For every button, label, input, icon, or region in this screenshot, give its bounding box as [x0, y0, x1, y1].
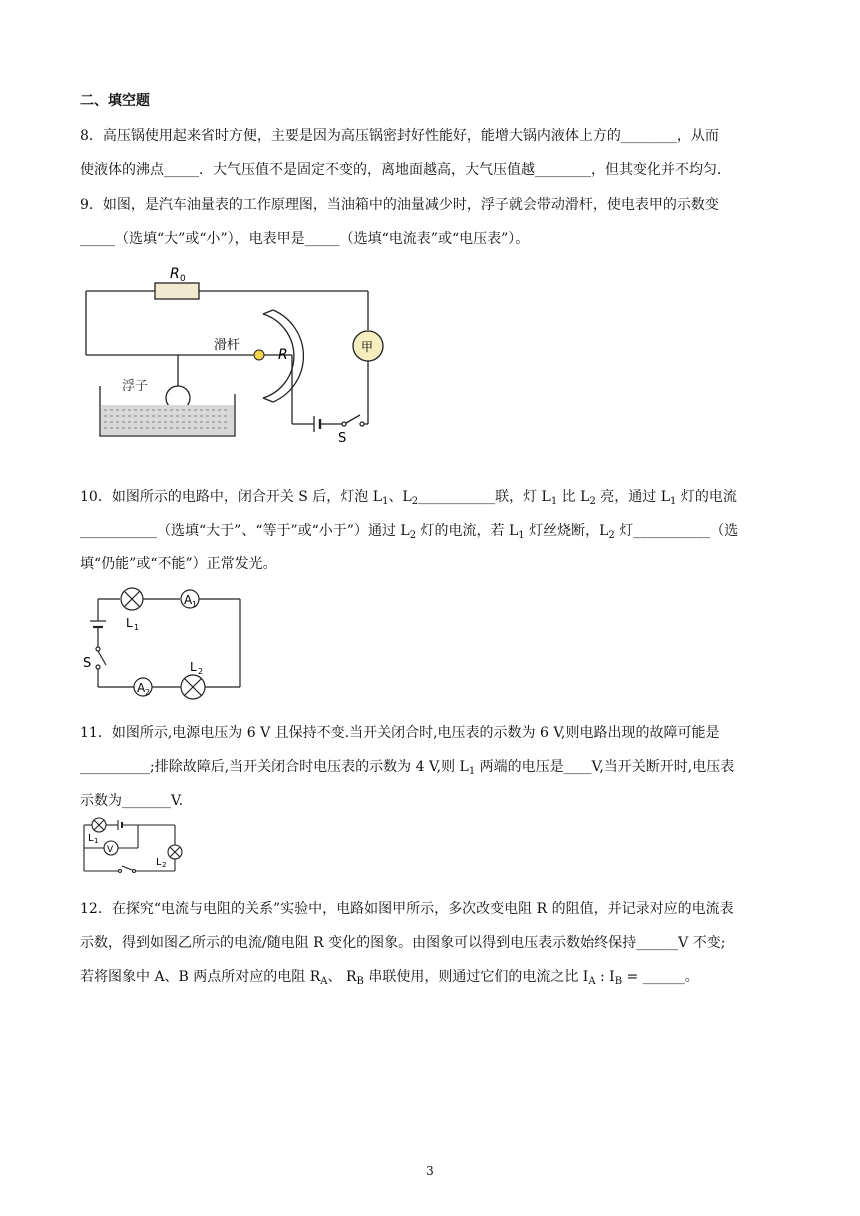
meter-label: 甲 — [361, 340, 374, 354]
q10-line-3: 填“仍能”或“不能”）正常发光。 — [80, 556, 277, 572]
q11-line-3: 示数为_______V. — [80, 793, 184, 809]
l2-label: L — [190, 660, 197, 674]
r0-label: R — [170, 266, 180, 282]
q10-line-2: ___________（选填“大于”、“等于”或“小于”）通过 $L_2$ 灯的电流，若 $L_1$ 灯丝烧断，$L_2$ 灯___________（选 — [80, 523, 739, 541]
l1-label: L — [88, 833, 94, 844]
q12-line-1: 12．在探究“电流与电阻的关系”实验中，电路如图甲所示，多次改变电阻 R 的阻值，并记录对应的电流表 — [80, 901, 734, 917]
l1-sub-label: 1 — [134, 623, 140, 632]
a1-label: A — [184, 593, 193, 607]
a2-sub-label: 2 — [145, 688, 151, 697]
q10-line-1: 10．如图所示的电路中，闭合开关 S 后，灯泡 $L_1$、$L_2\_\_\_\_\_\_\_\_\_\_\_$联，灯 $L_1$ 比 $L_2$ 亮，通过 $L_1$ 灯的电流 — [80, 489, 737, 507]
q12-line-2: 示数，得到如图乙所示的电流/随电阻 R 变化的图象。由图象可以得到电压表示数始终保持______V 不变; — [80, 935, 726, 951]
voltmeter-circuit-diagram — [80, 815, 190, 881]
voltmeter-label: V — [107, 845, 114, 855]
l1-sub-label: 1 — [94, 837, 99, 845]
page-number: 3 — [426, 1164, 434, 1178]
r0-sub-label: 0 — [180, 274, 186, 284]
q11-line-2: __________;排除故障后,当开关闭合时电压表的示数为 4 V,则 $L_1$ 两端的电压是____V,当开关断开时,电压表 — [80, 759, 735, 777]
switch-s-label: S — [83, 656, 92, 671]
q12-line-3: 若将图象中 A、B 两点所对应的电阻 $R_A$、 $R_B$ 串联使用，则通过它们的电流之比 $I_A$ : $I_B$ = ______。 — [80, 969, 699, 987]
r-label: R — [278, 347, 288, 363]
l2-sub-label: 2 — [162, 861, 167, 869]
section-title: 二、填空题 — [80, 93, 150, 109]
q11-line-1: 11．如图所示,电源电压为 6 V 且保持不变.当开关闭合时,电压表的示数为 6 V,则电路出现的故障可能是 — [80, 725, 720, 741]
switch-label: S — [338, 431, 347, 446]
series-circuit-diagram — [80, 585, 250, 705]
l2-sub-label: 2 — [198, 667, 204, 676]
l2-label: L — [156, 857, 162, 868]
slider-label: 滑杆 — [214, 338, 241, 353]
q8-line-1: 8．高压锅使用起来省时方便，主要是因为高压锅密封好性能好，能增大锅内液体上方的________，从而 — [80, 128, 719, 144]
q8-line-2: 使液体的沸点_____．大气压值不是固定不变的，离地面越高，大气压值越________，但其变化并不均匀． — [80, 162, 731, 178]
q9-line-2: _____（选填“大”或“小”），电表甲是_____（选填“电流表”或“电压表”）。 — [80, 231, 530, 247]
fuel-gauge-circuit-diagram — [80, 258, 400, 448]
a1-sub-label: 1 — [192, 600, 198, 609]
l1-label: L — [126, 616, 133, 630]
float-label: 浮子 — [122, 379, 149, 394]
a2-label: A — [137, 681, 146, 695]
q9-line-1: 9．如图，是汽车油量表的工作原理图，当油箱中的油量减少时，浮子就会带动滑杆，使电表甲的示数变 — [80, 197, 719, 213]
